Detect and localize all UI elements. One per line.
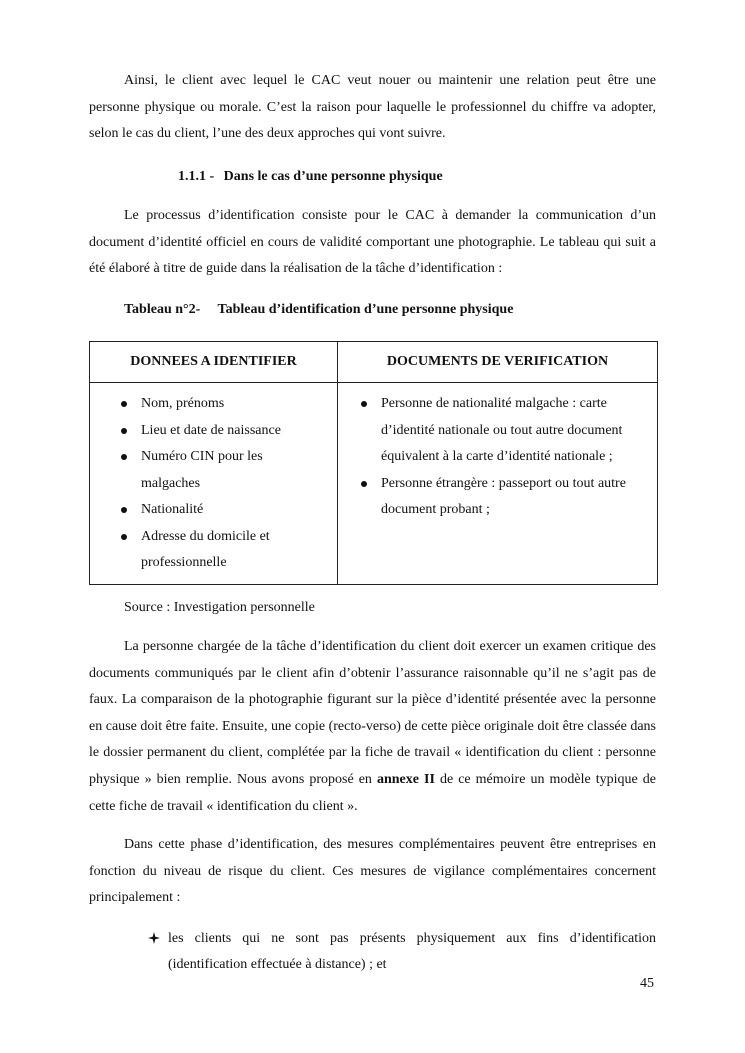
table-cell-data	[90, 383, 338, 585]
table-header-documents: DOCUMENTS DE VERIFICATION	[338, 342, 658, 383]
diamond-bullet-icon	[148, 932, 160, 944]
section-number: 1.1.1 -	[178, 169, 215, 184]
list-item: Personne de nationalité malgache : carte d’identité nationale ou tout autre document équivalent à la carte d’identité nationale ;	[381, 391, 633, 471]
table-caption-title: Tableau d’identification d’une personne physique	[217, 302, 514, 317]
list-item: Numéro CIN pour les malgaches	[141, 444, 291, 497]
bullet-item-text: les clients qui ne sont pas présents physiquement aux fins d’identification (identification effectuée à distance) ; et	[168, 931, 656, 972]
paragraph-exam-part2: de ce mémoire un modèle typique de cette fiche de travail « identification du client ».	[89, 771, 656, 814]
table-header-row	[90, 342, 658, 383]
list-item: Nom, prénoms	[141, 391, 329, 418]
documents-list	[346, 391, 649, 524]
table-header-data: DONNEES A IDENTIFIER	[90, 342, 338, 383]
paragraph-phase: Dans cette phase d’identification, des mesures complémentaires peuvent être entreprises en fonction du niveau de risque du client. Ces mesures de vigilance complémentaires concernent principalement :	[89, 837, 656, 906]
paragraph-exam	[89, 634, 656, 820]
data-list	[98, 391, 329, 577]
table-cell-documents	[338, 383, 658, 585]
section-title: Dans le cas d’une personne physique	[223, 169, 443, 184]
paragraph-exam-part1: La personne chargée de la tâche d’identification du client doit exercer un examen critique des documents communiqués par le client afin d’obtenir l’assurance raisonnable qu’il ne s’agit pas de faux. La comparaison de la photographie figurant sur la pièce d’identité présentée avec la personne en cause doit être faite. Ensuite, une copie (recto-verso) de cette pièce originale doit être classée dans le dossier permanent du client, complétée par la fiche de travail « identification du client : personne physique » bien remplie. Nous avons proposé en	[89, 639, 656, 787]
table-caption	[124, 299, 513, 321]
page-number: 45	[640, 976, 654, 991]
table-source: Source : Investigation personnelle	[124, 600, 315, 615]
list-item: Nationalité	[141, 497, 329, 524]
list-item: Personne étrangère : passeport ou tout autre document probant ;	[381, 471, 633, 524]
bullet-item-remote	[148, 926, 656, 978]
identification-table	[89, 341, 658, 585]
section-heading	[178, 166, 443, 188]
paragraph-process: Le processus d’identification consiste pour le CAC à demander la communication d’un document d’identité officiel en cours de validité comportant une photographie. Le tableau qui suit a été élaboré à titre de guide dans la réalisation de la tâche d’identification :	[89, 208, 656, 277]
table-caption-label: Tableau n°2-	[124, 302, 201, 317]
list-item: Lieu et date de naissance	[141, 418, 329, 445]
paragraph-intro: Ainsi, le client avec lequel le CAC veut nouer ou maintenir une relation peut être une personne physique ou morale. C’est la raison pour laquelle le professionnel du chiffre va adopter, selon le cas du client, l’une des deux approches qui vont suivre.	[89, 73, 656, 142]
annex-reference: annexe II	[376, 771, 435, 787]
table-row	[90, 383, 658, 585]
list-item: Adresse du domicile et professionnelle	[141, 524, 301, 577]
